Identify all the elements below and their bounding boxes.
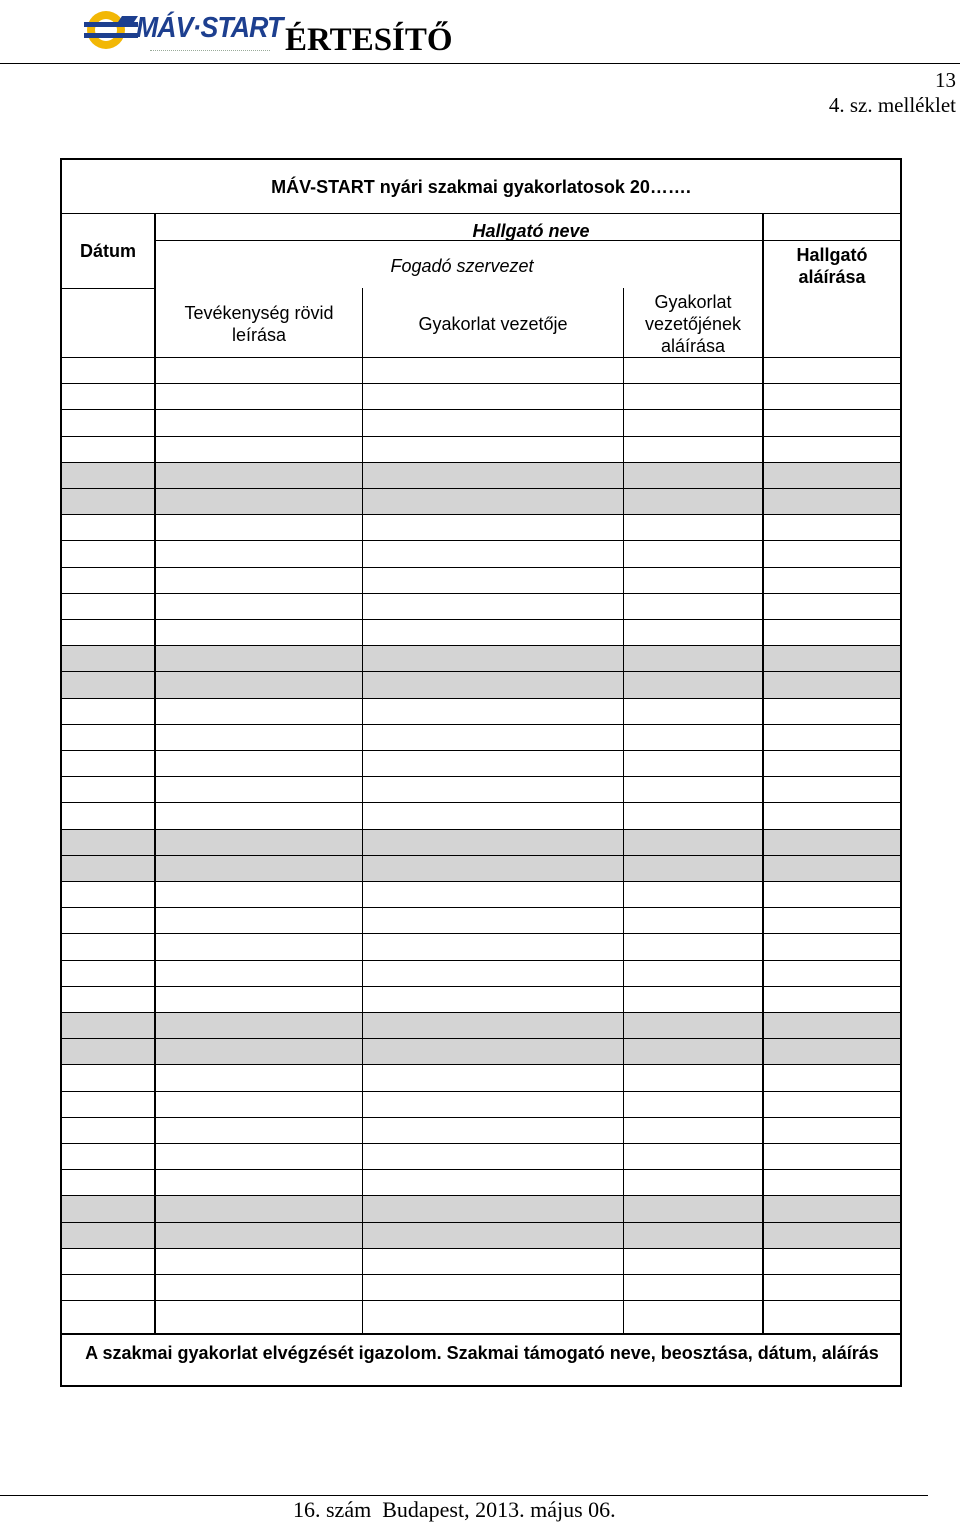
shaded-row [62,829,900,855]
shaded-row [62,488,900,514]
header-student-name: Hallgató neve [472,221,590,241]
mav-start-logo [82,6,283,56]
shaded-row [62,1038,900,1064]
grid-line-2 [362,288,363,1334]
table-row [62,1300,900,1301]
table-row [62,698,900,699]
table-row [62,645,900,646]
table-row [62,933,900,934]
table-row [62,1195,900,1196]
shaded-row [62,1222,900,1248]
table-bottom-divider [62,1333,900,1335]
page-title: ÉRTESÍTŐ [285,22,453,58]
table-row [62,1274,900,1275]
table-row [62,1064,900,1065]
table-row [62,1248,900,1249]
title-divider [62,213,900,214]
table-row [62,724,900,725]
header-practice-leader: Gyakorlat vezetője [418,314,568,334]
table-row [62,462,900,463]
footer-divider [0,1495,928,1496]
footer-issue: 16. szám [293,1497,372,1522]
attachment-label: 4. sz. melléklet [828,93,956,117]
shaded-row [62,1012,900,1038]
table-row [62,907,900,908]
page-footer [293,1497,616,1523]
form-main-title: MÁV-START nyári szakmai gyakorlatosok 20……. [271,177,691,197]
header-host-org: Fogadó szervezet [390,256,534,276]
page-number: 13 [935,68,956,92]
table-row [62,540,900,541]
mav-start-logo-icon [82,8,140,52]
table-row [62,488,900,489]
header-divider [0,63,960,64]
certification-text: A szakmai gyakorlat elvégzését igazolom. Szakmai támogató neve, beosztása, dátum, aláírás [85,1343,879,1363]
grid-line-4 [762,213,764,1334]
table-row [62,829,900,830]
table-row [62,1012,900,1013]
shaded-row [62,1195,900,1221]
header-activity-description: Tevékenység rövid leírása [184,303,334,345]
grid-line-1 [154,213,156,1334]
header-student-signature: Hallgató aláírása [796,245,868,287]
table-row [62,593,900,594]
table-row [62,855,900,856]
table-row [62,1038,900,1039]
table-row [62,514,900,515]
table-row [62,802,900,803]
logo-wordmark: MÁV·START [136,12,283,44]
table-row [62,776,900,777]
table-row [62,960,900,961]
table-row [62,671,900,672]
page-header [0,0,960,66]
page-info [829,68,956,118]
table-row [62,986,900,987]
date-divider [62,288,154,289]
table-row [62,409,900,410]
practice-log-form [60,158,902,1387]
header-leader-signature: Gyakorlat vezetőjének aláírása [644,292,742,356]
shaded-row [62,645,900,671]
logo-underline [150,50,270,54]
table-row [62,383,900,384]
shaded-row [62,855,900,881]
table-row [62,1091,900,1092]
table-row [62,1169,900,1170]
student-name-divider [154,240,900,241]
table-row [62,567,900,568]
table-row [62,881,900,882]
shaded-row [62,671,900,697]
table-row [62,357,900,358]
header-date: Dátum [79,241,136,261]
table-row [62,1143,900,1144]
shaded-row [62,462,900,488]
footer-place-date: Budapest, 2013. május 06. [382,1497,616,1522]
table-row [62,1117,900,1118]
grid-line-3 [623,288,624,1334]
table-row [62,750,900,751]
table-row [62,1222,900,1223]
table-row [62,619,900,620]
table-row [62,436,900,437]
